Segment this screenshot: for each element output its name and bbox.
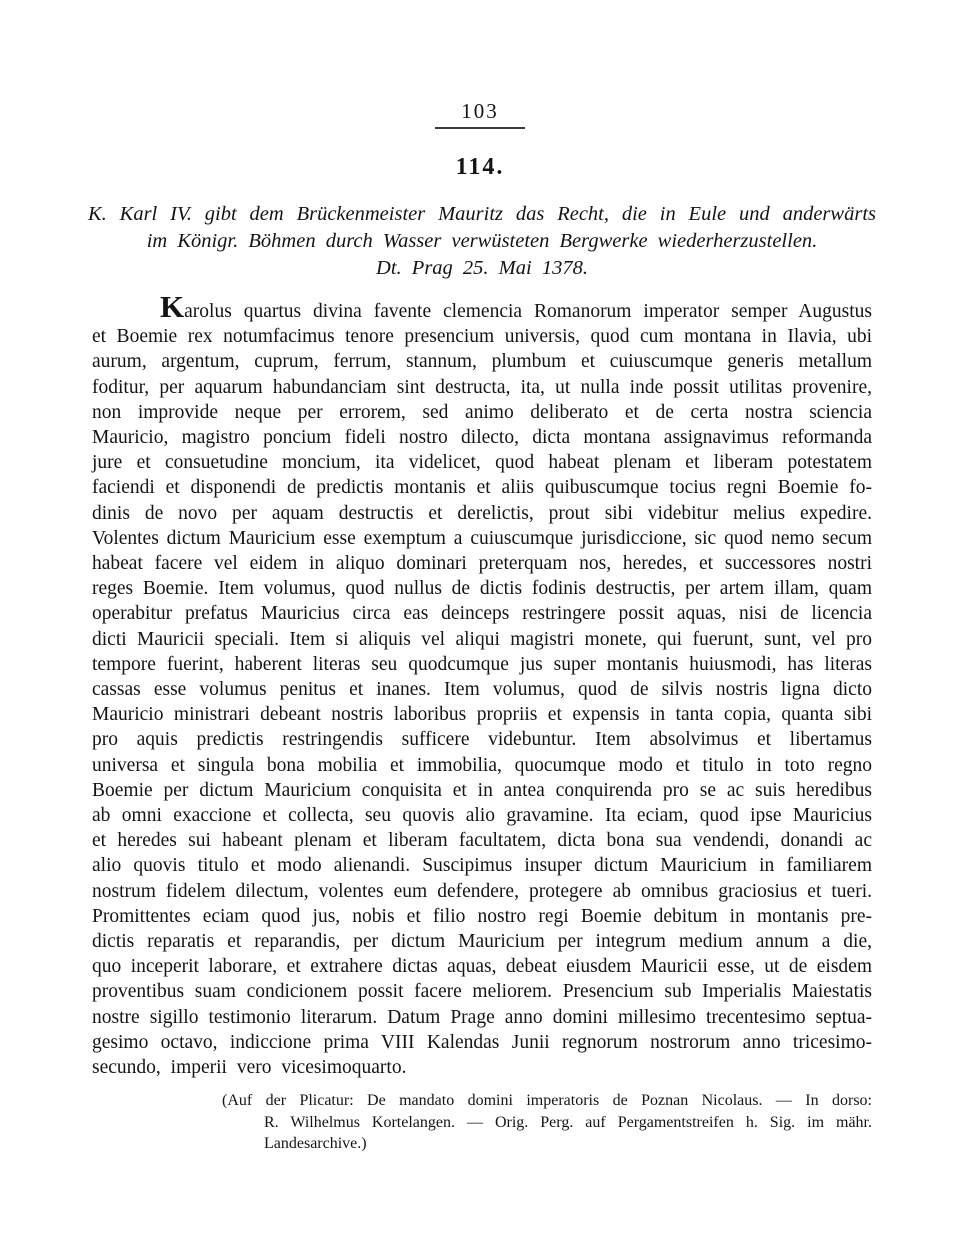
body-line: nostrum fidelem dilectum, volentes eum defendere, protegere ab omnibus graciosius et tueri. [92, 880, 872, 902]
body-line: ab omni exaccione et collecta, seu quovis alio gravamine. Ita eciam, quod ipse Mauricius [92, 805, 872, 827]
footnote-line: Landesarchive.) [264, 1135, 367, 1153]
body-paragraph [92, 289, 872, 1080]
body-line: tempore fuerint, haberent literas seu quodcumque jus super montanis huiusmodi, has literas [92, 653, 872, 675]
body-line: pro aquis predictis restringendis sufficere videbuntur. Item absolvimus et libertamus [92, 729, 872, 751]
body-line: Mauricio, magistro poncium fideli nostro dilecto, dicta montana assignavimus reformanda [92, 427, 872, 449]
entry-number: 114. [455, 154, 505, 180]
body-line: Volentes dictum Mauricium esse exemptum a cuiuscumque jurisdiccione, sic quod nemo secum [92, 527, 872, 549]
body-line: nostre sigillo testimonio literarum. Datum Prage anno domini millesimo trecentesimo septua- [92, 1006, 872, 1028]
footnote-line: R. Wilhelmus Kortelangen. — Orig. Perg. auf Pergamentstreifen h. Sig. im mähr. [264, 1113, 872, 1131]
body-line: dicti Mauricii speciali. Item si aliquis vel aliqui magistri monete, qui fuerunt, sunt, vel pro [92, 628, 872, 650]
body-line: et Boemie rex notumfacimus tenore presencium universis, quod cum montana in Ilavia, ubi [92, 326, 872, 348]
body-line: et heredes sui habeant plenam et liberam facultatem, dicta bona sua vendendi, donandi ac [92, 830, 872, 852]
body-line: Karolus quartus divina favente clemencia Romanorum imperator semper Augustus [160, 289, 872, 324]
body-line: cassas esse volumus penitus et inanes. Item volumus, quod de silvis nostris ligna dicto [92, 679, 872, 701]
body-line: habeat facere vel eidem in aliquo dominari preterquam nos, heredes, et successores nostri [92, 553, 872, 575]
body-line: quo inceperit laborare, et extrahere dictas aquas, debeat eiusdem Mauricii esse, ut de eisdem [92, 956, 872, 978]
body-line: faciendi et disponendi de predictis montanis et aliis quibuscumque tocius regni Boemie fo- [92, 477, 872, 499]
body-line: alio quovis titulo et modo alienandi. Suscipimus insuper dictum Mauricium in familiarem [92, 855, 872, 877]
body-line: aurum, argentum, cuprum, ferrum, stannum, plumbum et cuiuscumque generis metallum [92, 351, 872, 373]
body-line: non improvide neque per errorem, sed animo deliberato et de certa nostra sciencia [92, 401, 872, 423]
body-line: reges Boemie. Item volumus, quod nullus de dictis fodinis destructis, per artem illam, quam [92, 578, 872, 600]
body-line: dinis de novo per aquam destructis et derelictis, prout sibi videbitur melius expedire. [92, 502, 872, 524]
body-line: gesimo octavo, indiccione prima VIII Kalendas Junii regnorum nostrorum anno tricesimo- [92, 1031, 872, 1053]
body-line: operabitur prefatus Mauricius circa eas deinceps restringere possit aquas, nisi de licencia [92, 603, 872, 625]
page-number-rule [435, 127, 525, 129]
drop-cap-initial: K [160, 289, 185, 324]
body-line: foditur, per aquarum habundanciam sint destructa, ita, ut nulla inde possit utilitas provenire, [92, 376, 872, 398]
body-line: Promittentes eciam quod jus, nobis et filio nostro regi Boemie debitum in montanis pre- [92, 905, 872, 927]
heading-line: K. Karl IV. gibt dem Brückenmeister Mauritz das Recht, die in Eule und anderwärts [88, 203, 876, 225]
footnote-line: (Auf der Plicatur: De mandato domini imperatoris de Poznan Nicolaus. — In dorso: [222, 1092, 872, 1110]
page-number: 103 [461, 99, 499, 123]
body-line: dictis reparatis et reparandis, per dictum Mauricium per integrum medium annum a die, [92, 931, 872, 953]
body-line: Boemie per dictum Mauricium conquisita et in antea conquirenda pro se ac suis heredibus [92, 779, 872, 801]
body-line: universa et singula bona mobilia et immobilia, quocumque modo et titulo in toto regno [92, 754, 872, 776]
entry-heading [88, 201, 876, 282]
heading-line: im Königr. Böhmen durch Wasser verwüsteten Bergwerke wiederherzustellen. [146, 230, 818, 252]
body-line: jure et consuetudine moncium, ita videlicet, quod habeat plenam et liberam potestatem [92, 452, 872, 474]
body-line: secundo, imperii vero vicesimoquarto. [92, 1057, 407, 1079]
footnote [222, 1090, 872, 1155]
heading-dateline: Dt. Prag 25. Mai 1378. [376, 257, 588, 279]
body-line: Mauricio ministrari debeant nostris laboribus propriis et expensis in tanta copia, quanta sibi [92, 704, 872, 726]
body-line: proventibus suam condicionem possit facere meliorem. Presencium sub Imperialis Maiestatis [92, 981, 872, 1003]
